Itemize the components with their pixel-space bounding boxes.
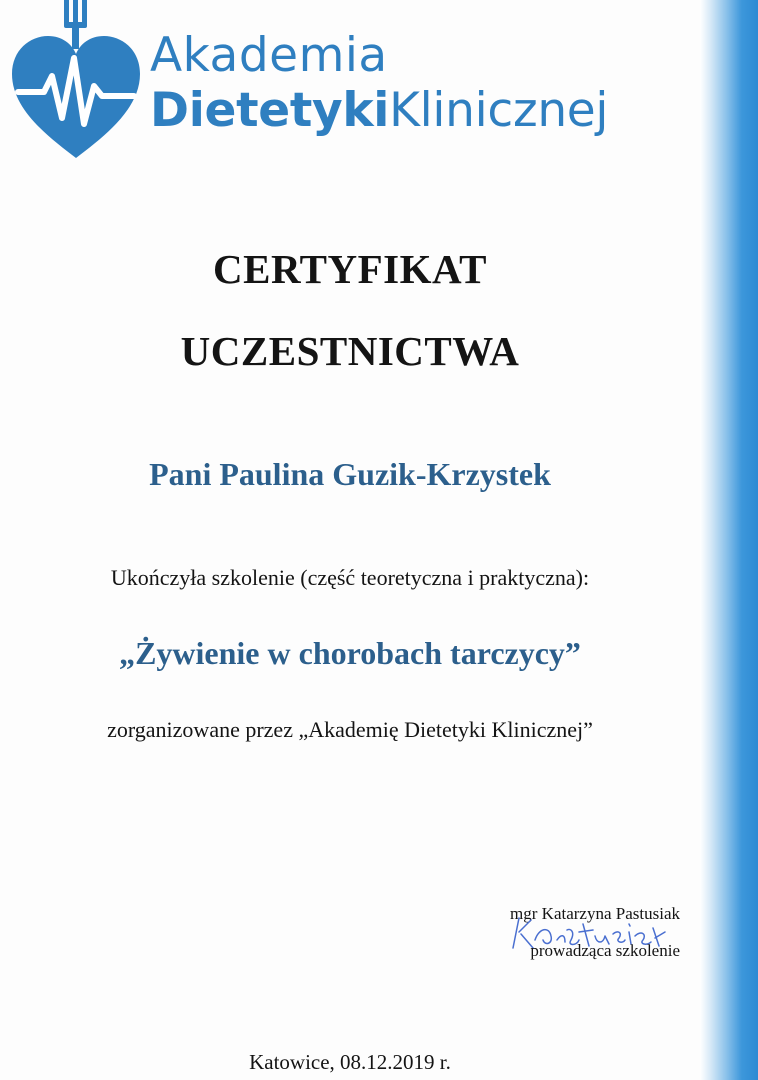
brand-line-2 <box>150 83 609 138</box>
brand-word-klinicznej: Klinicznej <box>389 83 609 138</box>
certificate-title-line-1: CERTYFIKAT <box>213 246 487 292</box>
certificate-title-line-2: UCZESTNICTWA <box>180 328 520 374</box>
heart-fork-pulse-icon <box>10 0 150 165</box>
brand-line-1: Akademia <box>150 28 388 83</box>
completion-statement: Ukończyła szkolenie (część teoretyczna i praktyczna): <box>110 565 590 590</box>
brand-name <box>150 28 609 138</box>
recipient-name: Pani Paulina Guzik-Krzystek <box>149 456 551 492</box>
course-title: „Żywienie w chorobach tarczycy” <box>119 635 581 671</box>
decorative-side-bar <box>700 0 758 1080</box>
signer-role: prowadząca szkolenie <box>530 941 680 960</box>
organizer-statement: zorganizowane przez „Akademię Dietetyki Klinicznej” <box>107 717 593 742</box>
place-and-date: Katowice, 08.12.2019 r. <box>249 1050 451 1074</box>
signer-name: mgr Katarzyna Pastusiak <box>510 904 680 923</box>
brand-word-dietetyki: Dietetyki <box>150 83 390 138</box>
